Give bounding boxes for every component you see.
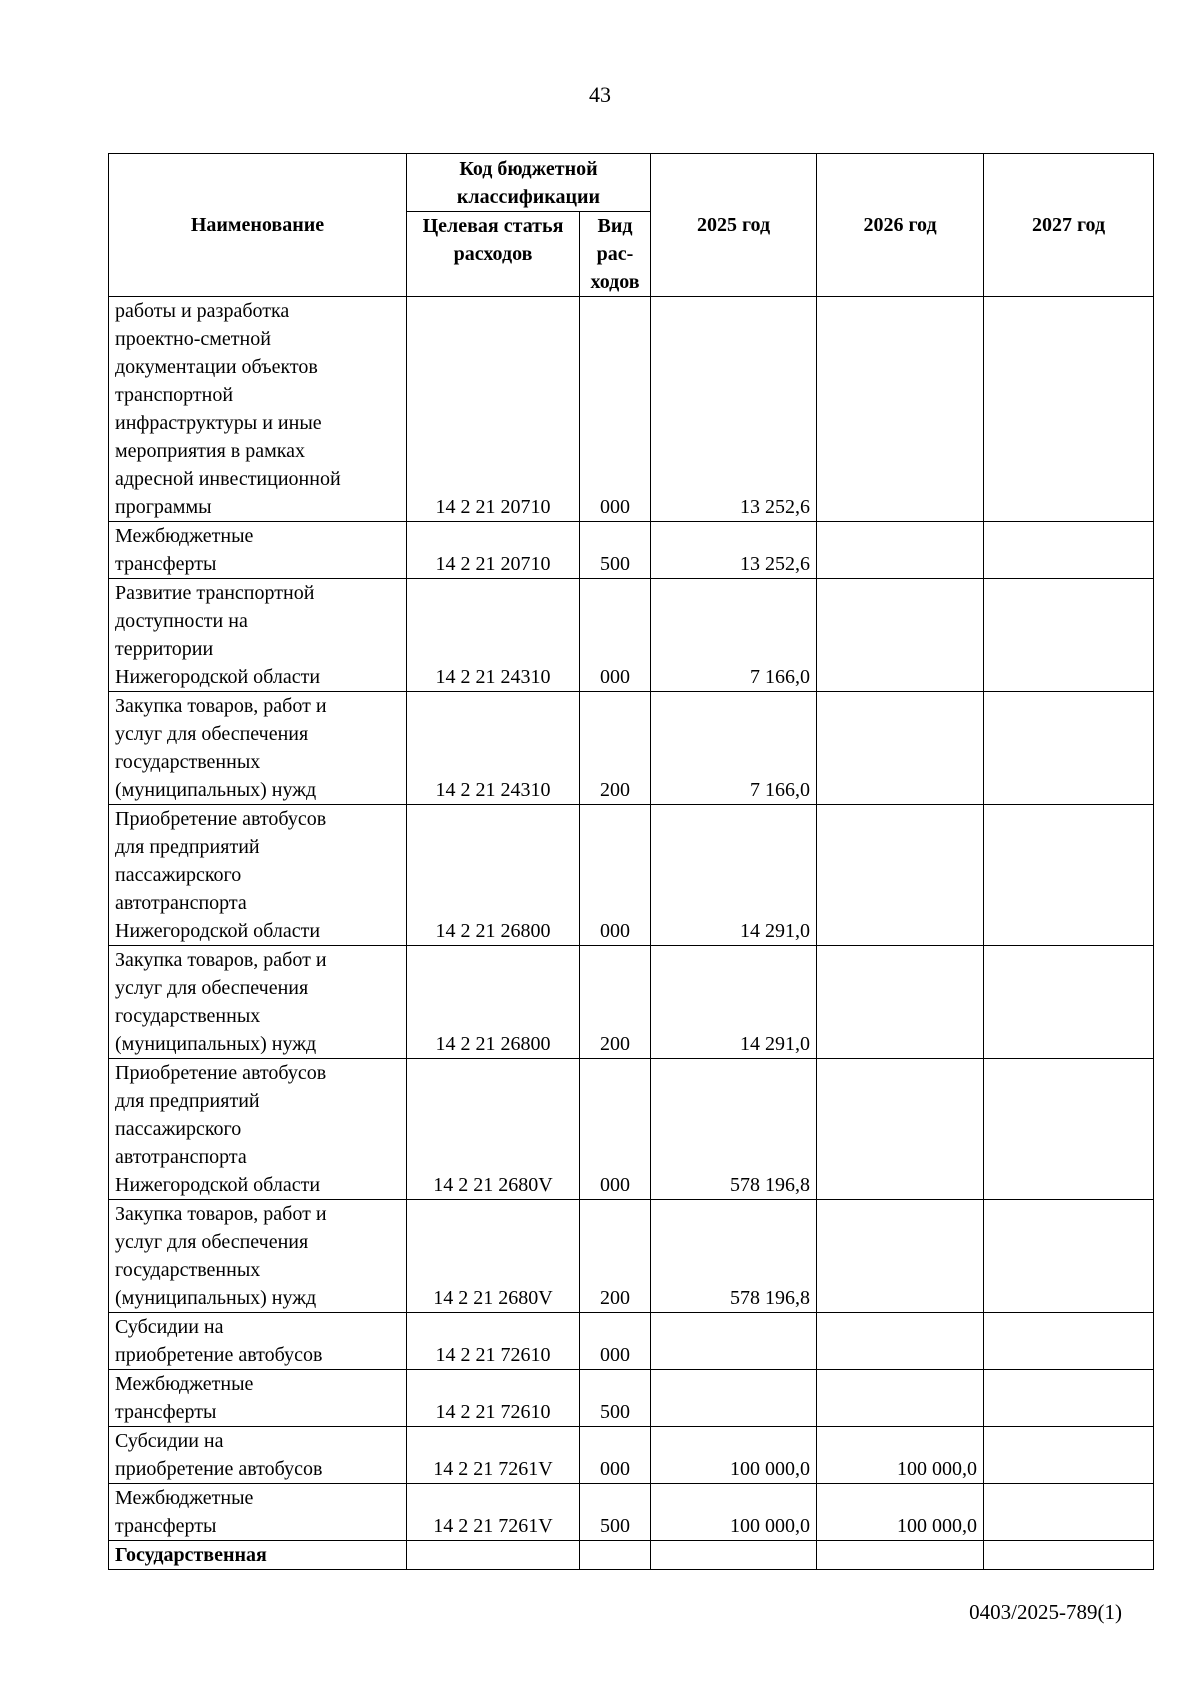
table-row <box>109 522 1154 579</box>
row-amount-2027 <box>984 1313 1154 1370</box>
table-row <box>109 1200 1154 1313</box>
row-name: Межбюджетные трансферты <box>109 1484 407 1541</box>
row-amount-2026: 100 000,0 <box>817 1427 984 1484</box>
row-amount-2026 <box>817 1370 984 1427</box>
row-amount-2027 <box>984 946 1154 1059</box>
row-name: Межбюджетные трансферты <box>109 522 407 579</box>
row-target-article: 14 2 21 20710 <box>407 522 580 579</box>
row-name: Развитие транспортной доступности на территории Нижегородской области <box>109 579 407 692</box>
page-number: 43 <box>589 82 611 107</box>
row-name: Государственная <box>109 1541 407 1570</box>
row-amount-2025: 100 000,0 <box>651 1427 817 1484</box>
row-target-article: 14 2 21 26800 <box>407 946 580 1059</box>
row-amount-2027 <box>984 1484 1154 1541</box>
row-target-article: 14 2 21 72610 <box>407 1370 580 1427</box>
row-expense-type: 200 <box>580 692 651 805</box>
row-target-article: 14 2 21 24310 <box>407 579 580 692</box>
row-target-article: 14 2 21 24310 <box>407 692 580 805</box>
table-row <box>109 297 1154 522</box>
row-amount-2025: 100 000,0 <box>651 1484 817 1541</box>
table-header <box>109 154 1154 297</box>
row-expense-type: 000 <box>580 1313 651 1370</box>
row-amount-2025: 7 166,0 <box>651 692 817 805</box>
row-amount-2025: 14 291,0 <box>651 946 817 1059</box>
row-amount-2027 <box>984 1427 1154 1484</box>
row-name: Приобретение автобусов для предприятий пассажирского автотранспорта Нижегородской области <box>109 1059 407 1200</box>
table-row <box>109 579 1154 692</box>
row-target-article: 14 2 21 7261V <box>407 1484 580 1541</box>
table-row <box>109 692 1154 805</box>
row-name: Межбюджетные трансферты <box>109 1370 407 1427</box>
row-amount-2027 <box>984 1200 1154 1313</box>
row-expense-type: 200 <box>580 946 651 1059</box>
header-target-article: Целевая статья расходов <box>407 212 580 297</box>
document-id: 0403/2025-789(1) <box>969 1600 1122 1624</box>
row-expense-type: 500 <box>580 1484 651 1541</box>
row-amount-2026 <box>817 946 984 1059</box>
row-name: Закупка товаров, работ и услуг для обеспечения государственных (муниципальных) нужд <box>109 946 407 1059</box>
row-amount-2027 <box>984 1541 1154 1570</box>
budget-table <box>108 153 1154 1570</box>
table-row <box>109 946 1154 1059</box>
table-row <box>109 1313 1154 1370</box>
row-amount-2026 <box>817 692 984 805</box>
row-amount-2026 <box>817 805 984 946</box>
row-amount-2026 <box>817 579 984 692</box>
row-amount-2026 <box>817 522 984 579</box>
row-amount-2026 <box>817 1541 984 1570</box>
row-expense-type: 000 <box>580 805 651 946</box>
row-name: Закупка товаров, работ и услуг для обеспечения государственных (муниципальных) нужд <box>109 1200 407 1313</box>
row-amount-2025 <box>651 1370 817 1427</box>
header-code-group: Код бюджетной классификации <box>407 154 651 212</box>
row-name: Субсидии на приобретение автобусов <box>109 1313 407 1370</box>
row-name: работы и разработка проектно-сметной документации объектов транспортной инфраструктуры и иные мероприятия в рамках адресной инвестиционной программы <box>109 297 407 522</box>
row-amount-2025: 7 166,0 <box>651 579 817 692</box>
header-expense-type: Вид рас-ходов <box>580 212 651 297</box>
row-amount-2026 <box>817 1313 984 1370</box>
row-amount-2025: 13 252,6 <box>651 522 817 579</box>
row-expense-type: 000 <box>580 1059 651 1200</box>
row-expense-type: 000 <box>580 1427 651 1484</box>
row-target-article <box>407 1541 580 1570</box>
row-amount-2026 <box>817 1059 984 1200</box>
row-amount-2025: 14 291,0 <box>651 805 817 946</box>
row-target-article: 14 2 21 26800 <box>407 805 580 946</box>
row-amount-2025 <box>651 1313 817 1370</box>
table-body <box>109 297 1154 1570</box>
row-amount-2027 <box>984 1370 1154 1427</box>
table-row <box>109 805 1154 946</box>
table-row <box>109 1541 1154 1570</box>
header-2027: 2027 год <box>984 154 1154 297</box>
row-amount-2025: 578 196,8 <box>651 1059 817 1200</box>
row-name: Приобретение автобусов для предприятий пассажирского автотранспорта Нижегородской области <box>109 805 407 946</box>
row-amount-2026 <box>817 297 984 522</box>
row-amount-2025: 13 252,6 <box>651 297 817 522</box>
row-target-article: 14 2 21 20710 <box>407 297 580 522</box>
header-2026: 2026 год <box>817 154 984 297</box>
row-expense-type: 000 <box>580 297 651 522</box>
row-amount-2025: 578 196,8 <box>651 1200 817 1313</box>
row-expense-type: 500 <box>580 522 651 579</box>
header-name: Наименование <box>109 154 407 297</box>
header-2025: 2025 год <box>651 154 817 297</box>
row-expense-type <box>580 1541 651 1570</box>
row-amount-2026 <box>817 1200 984 1313</box>
row-target-article: 14 2 21 72610 <box>407 1313 580 1370</box>
row-target-article: 14 2 21 2680V <box>407 1200 580 1313</box>
table-row <box>109 1484 1154 1541</box>
row-amount-2027 <box>984 579 1154 692</box>
row-amount-2027 <box>984 522 1154 579</box>
row-expense-type: 200 <box>580 1200 651 1313</box>
row-amount-2025 <box>651 1541 817 1570</box>
row-target-article: 14 2 21 2680V <box>407 1059 580 1200</box>
row-amount-2026: 100 000,0 <box>817 1484 984 1541</box>
row-amount-2027 <box>984 297 1154 522</box>
table-row <box>109 1059 1154 1200</box>
row-expense-type: 500 <box>580 1370 651 1427</box>
table-row <box>109 1370 1154 1427</box>
row-amount-2027 <box>984 1059 1154 1200</box>
row-name: Субсидии на приобретение автобусов <box>109 1427 407 1484</box>
row-expense-type: 000 <box>580 579 651 692</box>
row-amount-2027 <box>984 692 1154 805</box>
row-amount-2027 <box>984 805 1154 946</box>
row-name: Закупка товаров, работ и услуг для обеспечения государственных (муниципальных) нужд <box>109 692 407 805</box>
row-target-article: 14 2 21 7261V <box>407 1427 580 1484</box>
table-row <box>109 1427 1154 1484</box>
